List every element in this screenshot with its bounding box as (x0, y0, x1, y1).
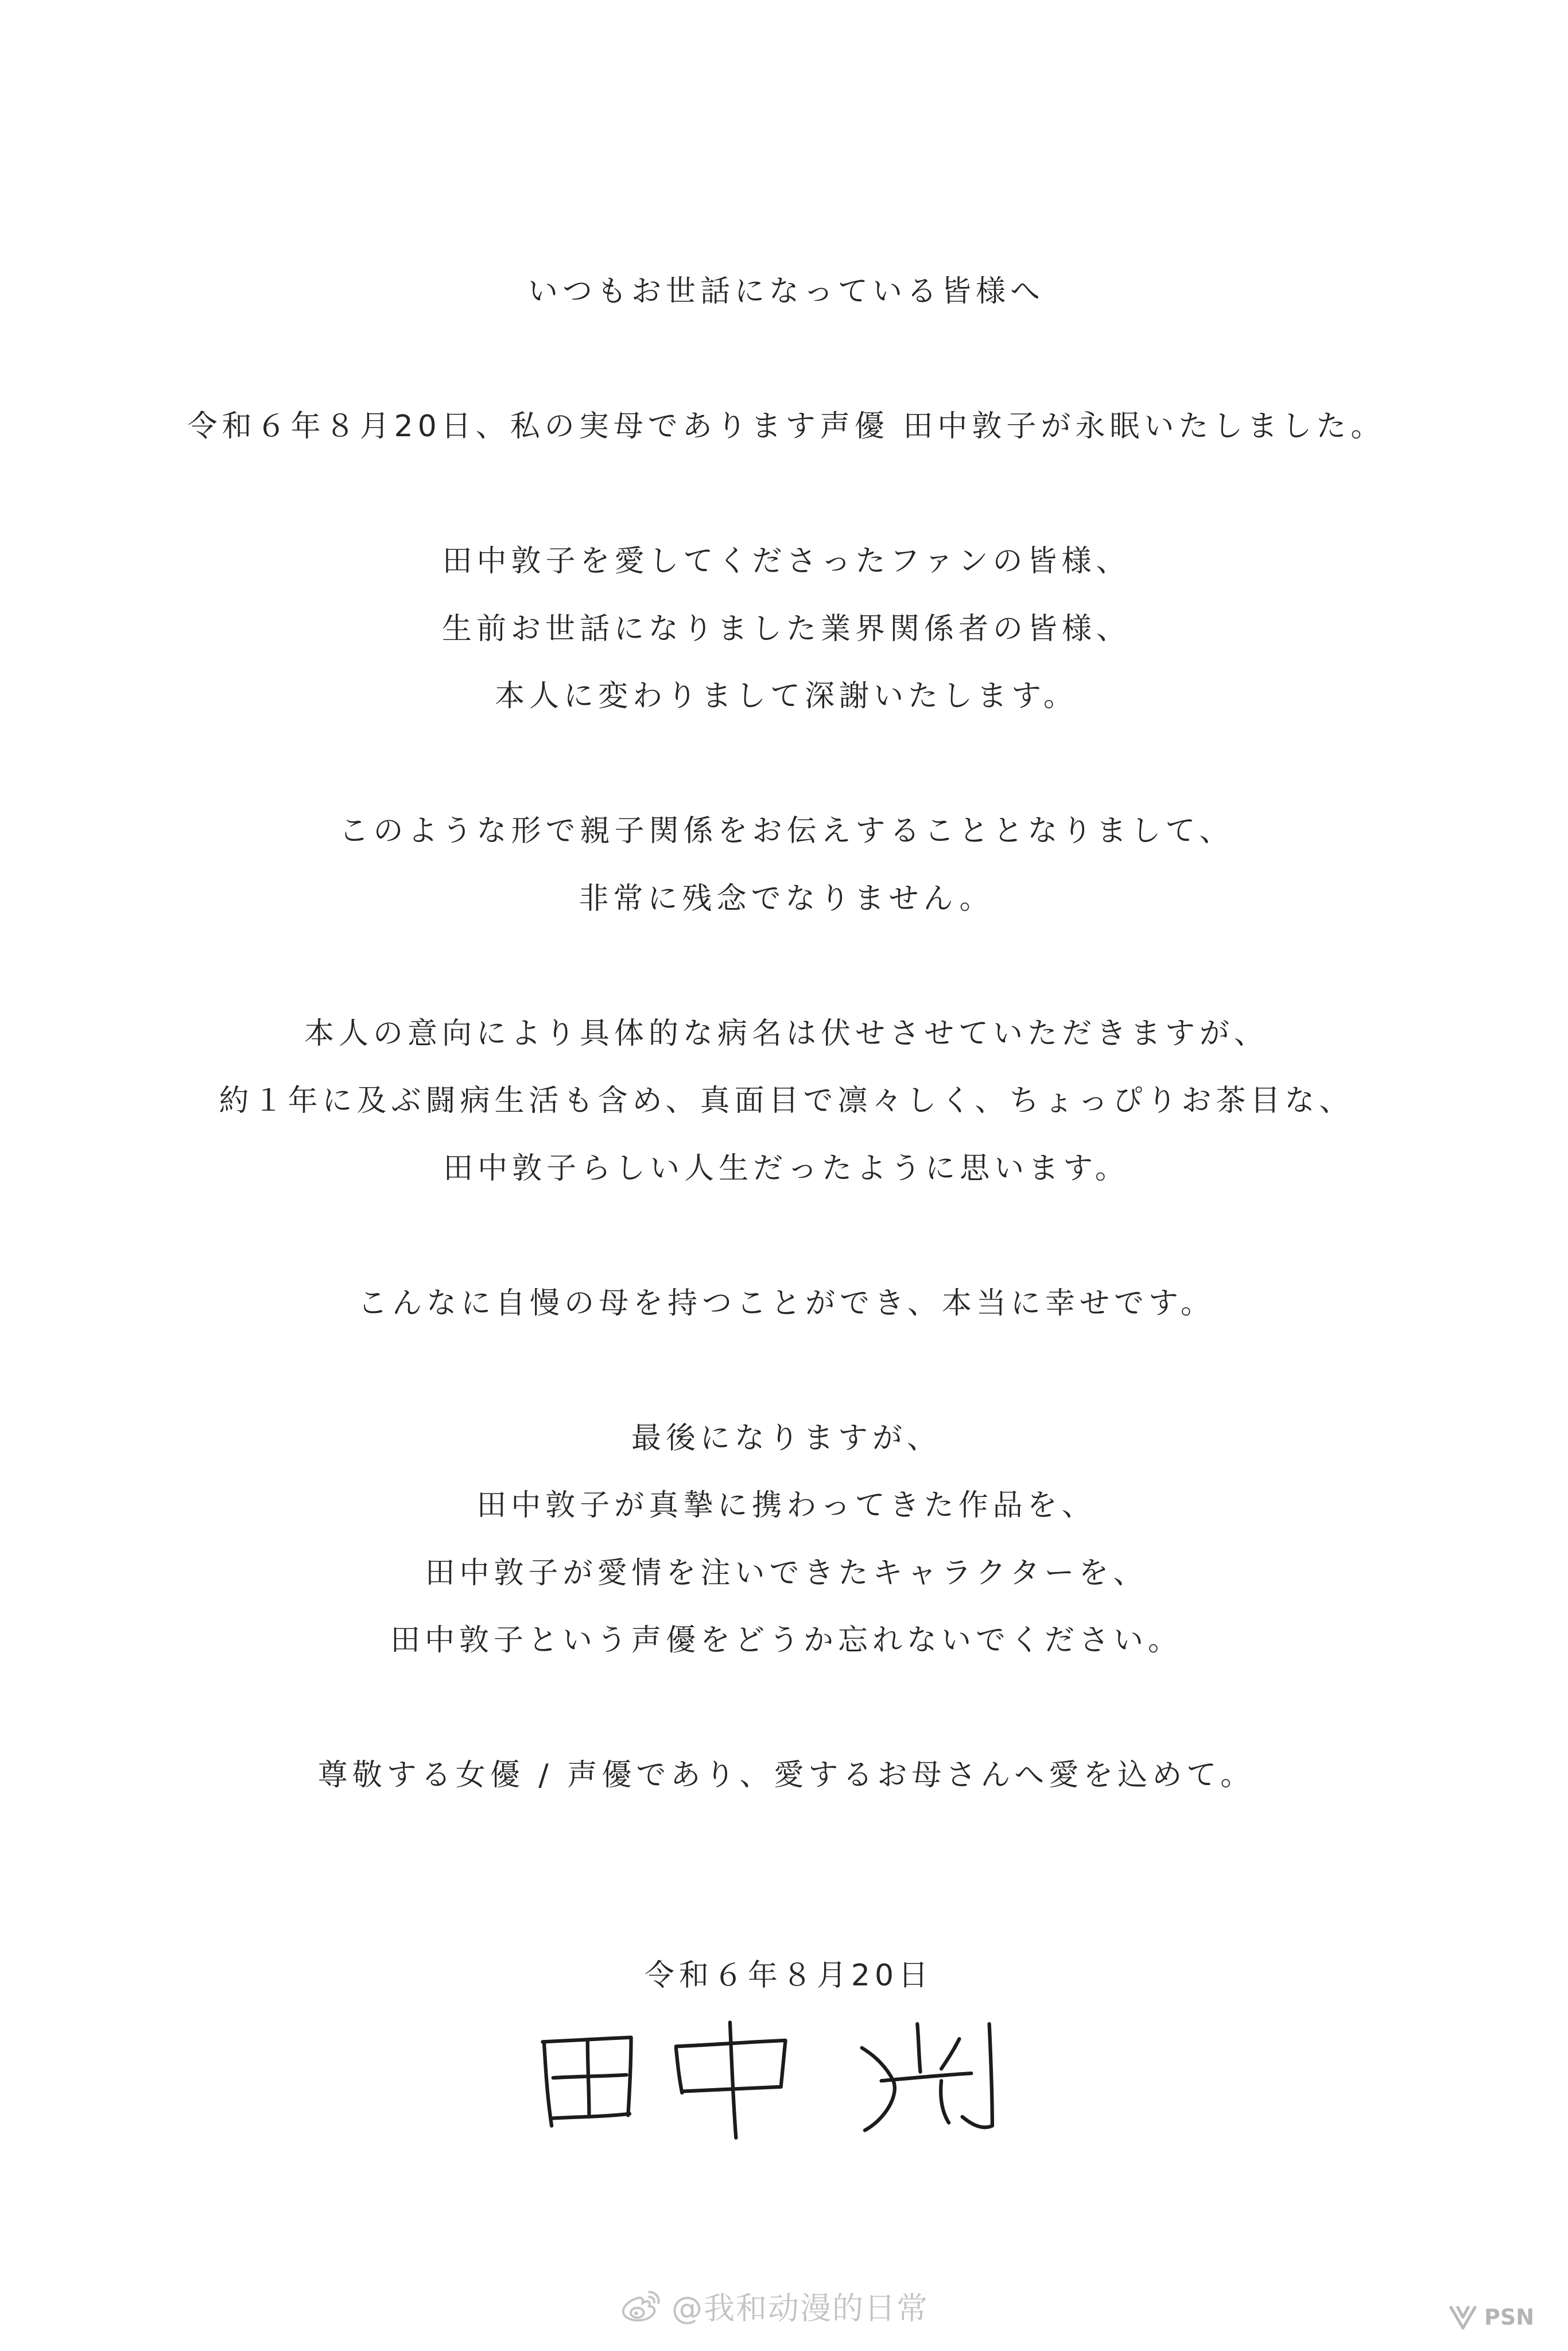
paragraph-request (0, 1405, 1568, 1675)
salutation (0, 258, 1568, 326)
paragraph-line: 最後になりますが、 (631, 1421, 941, 1456)
watermark-text: @我和动漫的日常 (672, 2290, 929, 2326)
paragraph-line: 田中敦子らしい人生だったように思います。 (443, 1151, 1130, 1186)
paragraph-line: 田中敦子という声優をどうか忘れないでください。 (390, 1623, 1182, 1658)
paragraph-closing (0, 1742, 1568, 1810)
corner-logo (1447, 2299, 1534, 2335)
paragraph-line: こんなに自慢の母を持つことができ、本当に幸せです。 (358, 1286, 1215, 1321)
paragraph-line: 田中敦子が愛情を注いできたキャラクターを、 (425, 1555, 1148, 1590)
salutation-line: いつもお世話になっている皆様へ (527, 274, 1045, 309)
paragraph-line: このような形で親子関係をお伝えすることとなりまして、 (339, 814, 1234, 848)
letter-date: 令和６年８月20日 (644, 1958, 933, 1993)
paragraph-life (0, 1000, 1568, 1203)
paragraph-line: 田中敦子を愛してくださったファンの皆様、 (442, 544, 1131, 579)
psn-logo-icon (1447, 2302, 1478, 2333)
paragraph-line: 本人に変わりまして深謝いたします。 (495, 679, 1078, 713)
paragraph-line: 非常に残念でなりません。 (579, 881, 994, 916)
paragraph-line: 令和６年８月20日、私の実母であります声優 田中敦子が永眠いたしました。 (187, 409, 1385, 444)
paragraph-pride (0, 1270, 1568, 1338)
paragraph-thanks (0, 528, 1568, 731)
paragraph-line: 尊敬する女優 / 声優であり、愛するお母さんへ愛を込めて。 (317, 1758, 1255, 1793)
paragraph-relationship (0, 798, 1568, 933)
handwritten-signature (510, 2009, 1034, 2151)
paragraph-line: 生前お世話になりました業界関係者の皆様、 (441, 611, 1131, 646)
paragraph-line: 本人の意向により具体的な病名は伏せさせていただきますが、 (304, 1016, 1268, 1051)
paragraph-line: 約１年に及ぶ闘病生活も含め、真面目で凛々しく、ちょっぴりお茶目な、 (219, 1084, 1354, 1118)
letter-body (0, 258, 1568, 1810)
paragraph-line: 田中敦子が真摯に携わってきた作品を、 (476, 1488, 1096, 1523)
corner-logo-text: PSN (1484, 2305, 1535, 2330)
weibo-watermark (619, 2283, 929, 2328)
paragraph-announcement (0, 393, 1568, 461)
weibo-icon (619, 2287, 662, 2324)
